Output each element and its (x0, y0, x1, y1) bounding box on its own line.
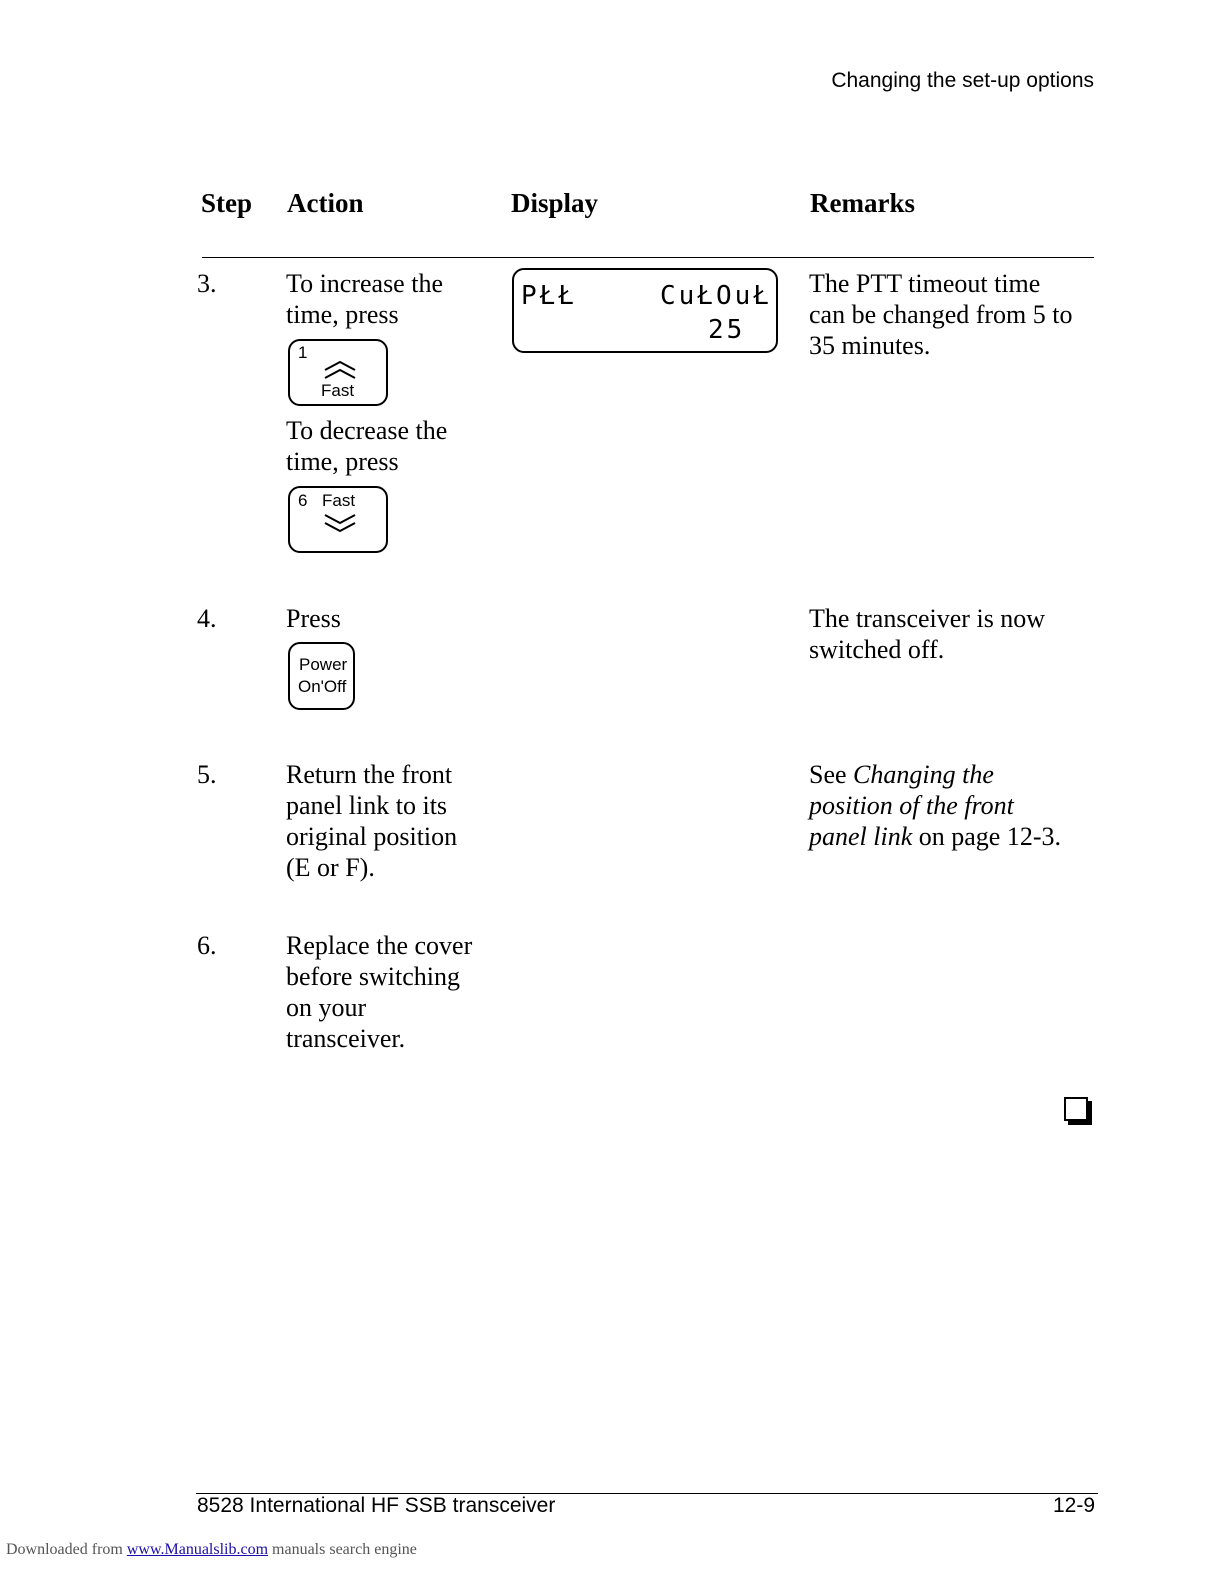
step-number: 6. (197, 931, 217, 960)
action-text (286, 759, 457, 883)
download-banner (6, 1541, 417, 1559)
download-prefix: Downloaded from (6, 1541, 123, 1558)
end-of-section-box-icon (1064, 1097, 1088, 1121)
step-number: 5. (197, 760, 217, 789)
column-header-step: Step (201, 188, 253, 218)
power-on-off-key[interactable] (288, 642, 355, 710)
lcd-value: 25 (708, 315, 746, 345)
running-header: Changing the set-up options (831, 69, 1094, 92)
header-rule (202, 257, 1094, 258)
remarks-prefix: See (809, 760, 847, 789)
footer-page-number: 12-9 (1052, 1494, 1095, 1517)
action-text (286, 415, 447, 477)
action-line: time, press (286, 447, 399, 476)
double-chevron-up-icon (323, 359, 357, 381)
remarks-text (809, 603, 1099, 665)
action-line: Return the front (286, 760, 453, 789)
action-line: panel link to its (286, 791, 448, 820)
remarks-line: switched off. (809, 635, 945, 664)
action-line: transceiver. (286, 1024, 406, 1053)
fast-up-key[interactable] (288, 339, 388, 406)
key-label: On'Off (298, 677, 347, 696)
action-line: on your (286, 993, 367, 1022)
remarks-line (809, 759, 1099, 790)
action-line: Replace the cover (286, 931, 473, 960)
step-number: 3. (197, 269, 217, 298)
cross-reference-title[interactable]: Changing the (853, 760, 994, 789)
action-line: original position (286, 822, 458, 851)
column-header-display: Display (511, 188, 599, 218)
remarks-line (809, 821, 1099, 852)
remarks-suffix: on page 12-3. (918, 822, 1062, 851)
remarks-line: The transceiver is now (809, 604, 1046, 633)
action-line: To decrease the (286, 416, 448, 445)
manualslib-link[interactable]: www.Manualslib.com (126, 1541, 269, 1558)
action-line: (E or F). (286, 853, 375, 882)
cross-reference-title[interactable]: panel link (809, 822, 913, 851)
action-line: time, press (286, 300, 399, 329)
column-header-action: Action (287, 188, 364, 218)
key-label: Fast (322, 491, 356, 510)
lcd-left-text: PŁŁ (521, 281, 577, 311)
key-number: 6 (298, 491, 308, 510)
action-text (286, 268, 443, 330)
cross-reference-title[interactable]: position of the front (809, 791, 1014, 820)
remarks-line (809, 790, 1099, 821)
key-label: Power (299, 655, 348, 674)
footer-product: 8528 International HF SSB transceiver (197, 1494, 556, 1517)
remarks-line: The PTT timeout time (809, 269, 1041, 298)
double-chevron-down-icon (323, 512, 357, 534)
key-label: Fast (321, 381, 355, 400)
action-line: before switching (286, 962, 461, 991)
download-suffix: manuals search engine (272, 1541, 417, 1558)
lcd-display (512, 268, 778, 353)
action-text: Press (286, 604, 341, 633)
remarks-line: 35 minutes. (809, 331, 931, 360)
remarks-text (809, 268, 1099, 361)
lcd-right-text: CuŁOuŁ (660, 281, 772, 311)
key-number: 1 (298, 343, 308, 362)
action-line: To increase the (286, 269, 443, 298)
fast-down-key[interactable] (288, 486, 388, 553)
remarks-line: can be changed from 5 to (809, 300, 1073, 329)
column-header-remarks: Remarks (810, 188, 915, 218)
remarks-text (809, 759, 1099, 852)
step-number: 4. (197, 604, 217, 633)
action-text (286, 930, 472, 1054)
